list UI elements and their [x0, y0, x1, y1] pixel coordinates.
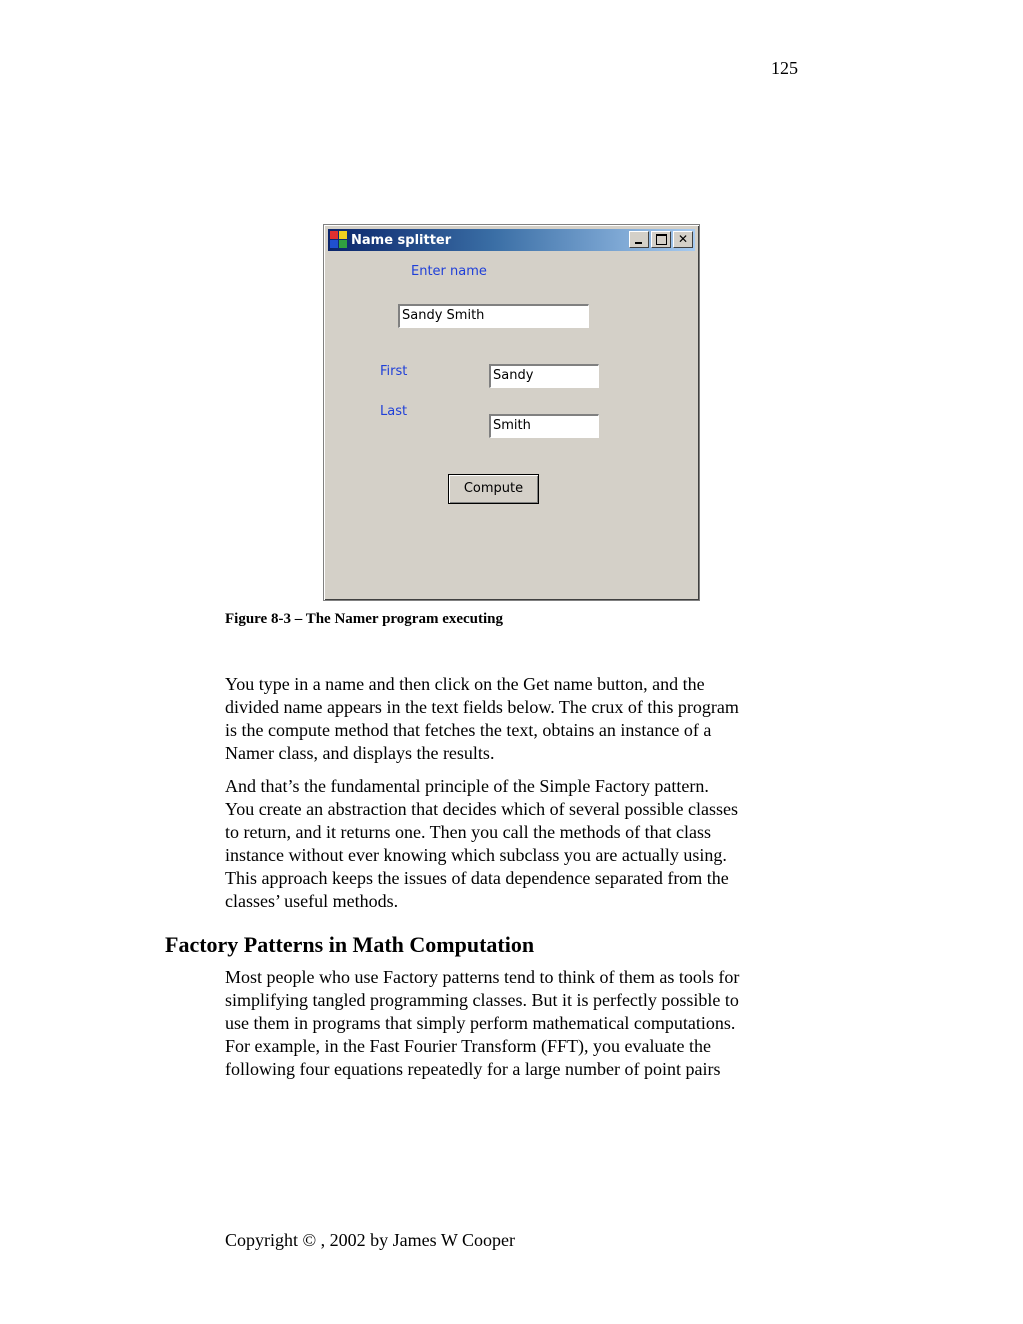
first-name-input[interactable]: Sandy: [489, 364, 599, 388]
window-title: Name splitter: [351, 232, 452, 248]
last-label: Last: [380, 404, 408, 419]
paragraph-2: [225, 775, 805, 913]
app-icon: [330, 231, 348, 249]
text-line: Most people who use Factory patterns tend to think of them as tools for: [225, 967, 740, 987]
minimize-icon[interactable]: [629, 231, 649, 248]
text-line: divided name appears in the text fields below. The crux of this program: [225, 697, 739, 717]
text-line: This approach keeps the issues of data dependence separated from the: [225, 868, 729, 888]
text-line: You type in a name and then click on the Get name button, and the: [225, 674, 705, 694]
text-line: Namer class, and displays the results.: [225, 743, 495, 763]
close-icon[interactable]: ✕: [673, 231, 693, 248]
last-name-input[interactable]: Smith: [489, 414, 599, 438]
maximize-icon[interactable]: [651, 231, 671, 248]
text-line: For example, in the Fast Fourier Transform (FFT), you evaluate the: [225, 1036, 711, 1056]
compute-button[interactable]: Compute: [448, 474, 539, 504]
section-heading: Factory Patterns in Math Computation: [165, 932, 535, 957]
text-line: And that’s the fundamental principle of the Simple Factory pattern.: [225, 776, 709, 796]
text-line: classes’ useful methods.: [225, 891, 399, 911]
page-number: 125: [771, 58, 798, 78]
title-bar[interactable]: [328, 229, 695, 251]
text-line: simplifying tangled programming classes. But it is perfectly possible to: [225, 990, 739, 1010]
text-line: You create an abstraction that decides which of several possible classes: [225, 799, 739, 819]
text-line: to return, and it returns one. Then you call the methods of that class: [225, 822, 712, 842]
text-line: is the compute method that fetches the text, obtains an instance of a: [225, 720, 712, 740]
text-line: instance without ever knowing which subclass you are actually using.: [225, 845, 727, 865]
paragraph-3: [225, 966, 805, 1081]
title-buttons: [627, 231, 693, 248]
text-line: following four equations repeatedly for a large number of point pairs: [225, 1059, 721, 1079]
full-name-input[interactable]: Sandy Smith: [398, 304, 589, 328]
first-label: First: [380, 364, 408, 379]
copyright-footer: Copyright © , 2002 by James W Cooper: [225, 1230, 515, 1250]
text-line: use them in programs that simply perform mathematical computations.: [225, 1013, 736, 1033]
paragraph-1: [225, 673, 805, 765]
name-splitter-window: [323, 224, 700, 601]
figure-caption: Figure 8-3 – The Namer program executing: [225, 611, 504, 627]
enter-name-label: Enter name: [411, 264, 487, 279]
